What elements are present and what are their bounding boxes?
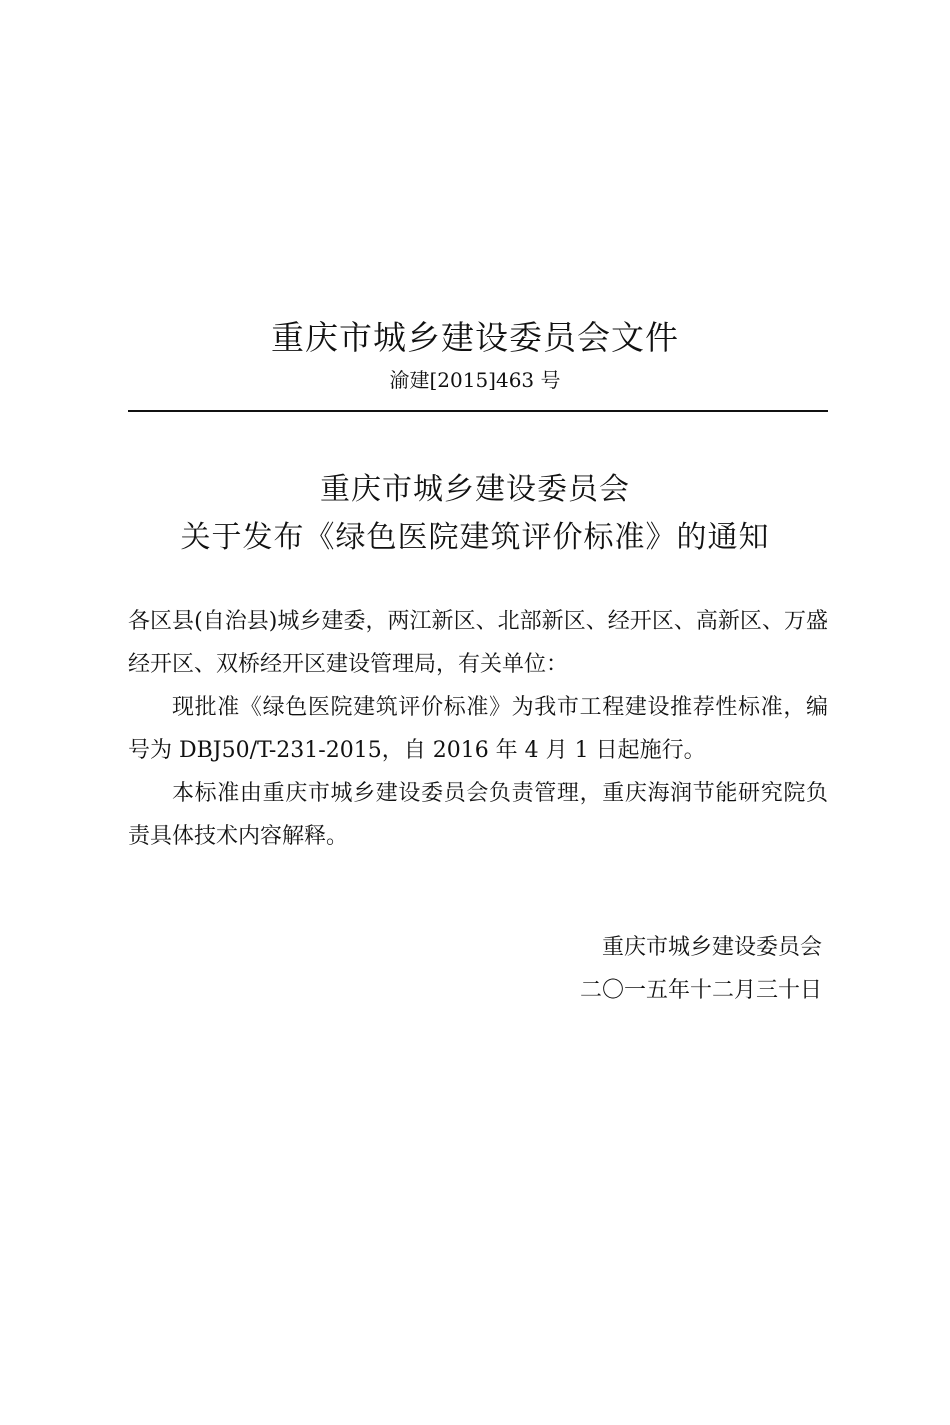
notice-body bbox=[128, 600, 828, 858]
addressees: 各区县(自治县)城乡建委，两江新区、北部新区、经开区、高新区、万盛经开区、双桥经开区建设管理局，有关单位： bbox=[128, 609, 828, 677]
header-divider bbox=[128, 410, 828, 412]
signature-date: 二〇一五年十二月三十日 bbox=[579, 978, 822, 1003]
notice-title-line1: 重庆市城乡建设委员会 bbox=[320, 472, 630, 507]
notice-title-line2: 关于发布《绿色医院建筑评价标准》的通知 bbox=[180, 520, 770, 555]
body-paragraph-1: 现批准《绿色医院建筑评价标准》为我市工程建设推荐性标准，编号为 DBJ50/T-231-2015，自 2016 年 4 月 1 日起施行。 bbox=[128, 695, 828, 763]
body-paragraph-2: 本标准由重庆市城乡建设委员会负责管理，重庆海润节能研究院负责具体技术内容解释。 bbox=[128, 781, 828, 849]
signature-organization: 重庆市城乡建设委员会 bbox=[601, 935, 822, 960]
document-header-title: 重庆市城乡建设委员会文件 bbox=[271, 318, 679, 357]
document-number: 渝建[2015]463 号 bbox=[389, 368, 561, 392]
